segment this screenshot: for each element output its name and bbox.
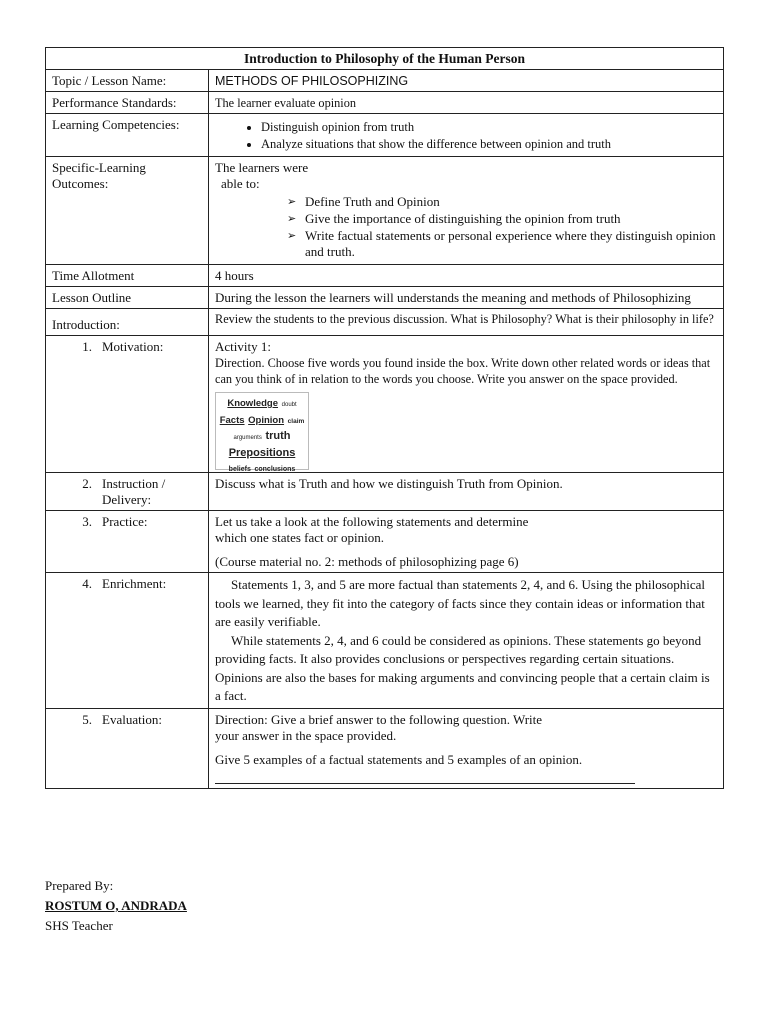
- performance-label: Performance Standards:: [46, 92, 209, 114]
- teacher-role: SHS Teacher: [45, 918, 113, 933]
- enrichment-number: 4.: [82, 576, 92, 591]
- cloud-word: claim: [287, 418, 305, 425]
- activity-label: Activity 1:: [215, 339, 271, 354]
- topic-row: [46, 70, 724, 92]
- practice-cell: [209, 511, 724, 573]
- title-row: [46, 48, 724, 70]
- cloud-word: beliefs: [228, 466, 251, 473]
- outcomes-row: [46, 157, 724, 265]
- introduction-label: Introduction:: [46, 309, 209, 336]
- evaluation-question: Give 5 examples of a factual statements and 5 examples of an opinion.: [215, 751, 583, 767]
- cloud-word: Opinion: [248, 415, 285, 426]
- prepared-by-label: Prepared By:: [45, 878, 114, 893]
- instruction-number: 2.: [82, 476, 92, 491]
- time-value: 4 hours: [209, 265, 724, 287]
- competencies-cell: [209, 114, 724, 157]
- practice-label: Practice:: [102, 514, 148, 529]
- document-title: Introduction to Philosophy of the Human Person: [46, 48, 724, 70]
- cloud-word: truth: [265, 430, 291, 442]
- enrichment-row: [46, 573, 724, 709]
- instruction-label: Instruction / Delivery:: [102, 476, 166, 507]
- practice-line-2: which one states fact or opinion.: [215, 530, 384, 545]
- word-cloud-image: [215, 392, 309, 473]
- outcomes-intro-1: The learners were: [215, 160, 309, 175]
- cloud-word: Facts: [219, 415, 245, 426]
- enrichment-label: Enrichment:: [102, 576, 167, 591]
- motivation-label: Motivation:: [102, 339, 164, 354]
- competencies-row: [46, 114, 724, 157]
- answer-line: [215, 777, 635, 784]
- motivation-label-cell: [46, 336, 209, 473]
- cloud-word: arguments: [233, 435, 262, 441]
- enrichment-paragraph-1: Statements 1, 3, and 5 are more factual than statements 2, 4, and 6. Using the philosophical tools we learned, they fit into the category of facts since they contain ideas or information that are easily verifiable.: [215, 577, 706, 629]
- list-item: • Analyze situations that show the difference between opinion and truth: [261, 136, 717, 152]
- outcomes-intro-2: able to:: [221, 176, 260, 191]
- competencies-label: Learning Competencies:: [46, 114, 209, 157]
- evaluation-line-1: Direction: Give a brief answer to the following question. Write: [215, 711, 543, 727]
- instruction-label-cell: [46, 473, 209, 511]
- enrichment-label-cell: [46, 573, 209, 709]
- instruction-value: Discuss what is Truth and how we distinguish Truth from Opinion.: [209, 473, 724, 511]
- cloud-word: Prepositions: [228, 447, 296, 459]
- evaluation-row: [46, 708, 724, 788]
- practice-row: [46, 511, 724, 573]
- introduction-value: Review the students to the previous discussion. What is Philosophy? What is their philosophy in life?: [209, 309, 724, 336]
- motivation-row: [46, 336, 724, 473]
- list-item: ➢ Write factual statements or personal experience where they distinguish opinion and truth.: [287, 228, 717, 260]
- outcomes-cell: [209, 157, 724, 265]
- topic-label: Topic / Lesson Name:: [46, 70, 209, 92]
- cloud-word: conclusions: [254, 466, 296, 473]
- outcomes-list: [287, 194, 717, 260]
- competencies-list: [215, 119, 717, 152]
- list-item: ➢ Define Truth and Opinion: [287, 194, 717, 210]
- performance-value: The learner evaluate opinion: [209, 92, 724, 114]
- performance-row: [46, 92, 724, 114]
- evaluation-cell: [209, 708, 724, 788]
- evaluation-line-2: your answer in the space provided.: [215, 727, 397, 743]
- enrichment-paragraph-2: While statements 2, 4, and 6 could be considered as opinions. These statements go beyond providing facts. It also provides conclusions or perspectives regarding certain situations. Opinions are also the bases for making arguments and convincing people that a certain claim is a fact.: [215, 632, 710, 703]
- time-label: Time Allotment: [46, 265, 209, 287]
- list-item: • Distinguish opinion from truth: [261, 119, 717, 135]
- introduction-row: [46, 309, 724, 336]
- cloud-word: Knowledge: [227, 398, 279, 409]
- practice-note: (Course material no. 2: methods of philosophizing page 6): [215, 554, 519, 569]
- evaluation-label-cell: [46, 708, 209, 788]
- cloud-word: doubt: [281, 402, 297, 408]
- outline-label: Lesson Outline: [46, 287, 209, 309]
- enrichment-cell: [209, 573, 724, 709]
- motivation-direction: Direction. Choose five words you found inside the box. Write down other related words or ideas that can you think of in relation to the words you choose. Write you answer on the space provided.: [215, 356, 711, 386]
- list-item: ➢ Give the importance of distinguishing the opinion from truth: [287, 211, 717, 227]
- time-row: [46, 265, 724, 287]
- instruction-row: [46, 473, 724, 511]
- outcomes-label: Specific-Learning Outcomes:: [46, 157, 209, 265]
- practice-label-cell: [46, 511, 209, 573]
- footer: [45, 876, 187, 936]
- teacher-name: ROSTUM O, ANDRADA: [45, 898, 187, 913]
- motivation-number: 1.: [82, 339, 92, 354]
- motivation-cell: [209, 336, 724, 473]
- outline-row: [46, 287, 724, 309]
- practice-line-1: Let us take a look at the following statements and determine: [215, 514, 529, 529]
- practice-number: 3.: [82, 514, 92, 529]
- evaluation-number: 5.: [82, 711, 92, 727]
- evaluation-label: Evaluation:: [102, 711, 162, 727]
- lesson-plan-table: [45, 47, 724, 789]
- outline-value: During the lesson the learners will understands the meaning and methods of Philosophizing: [209, 287, 724, 309]
- topic-value: METHODS OF PHILOSOPHIZING: [209, 70, 724, 92]
